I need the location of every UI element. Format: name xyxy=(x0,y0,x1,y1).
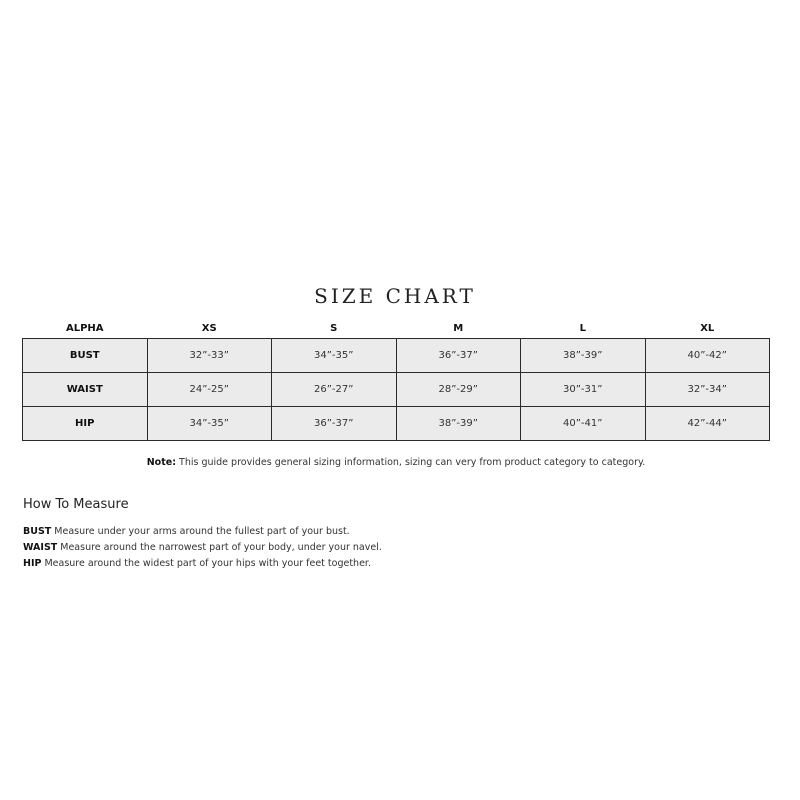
table-cell: 36”-37” xyxy=(396,339,521,373)
table-row-hip xyxy=(23,407,770,441)
table-cell: 24”-25” xyxy=(147,373,272,407)
table-cell: 40”-41” xyxy=(521,407,646,441)
table-row-waist xyxy=(23,373,770,407)
row-label-hip: HIP xyxy=(23,407,148,441)
header-alpha: ALPHA xyxy=(65,322,104,334)
list-item xyxy=(23,524,382,540)
header-xl: XL xyxy=(700,322,715,334)
measure-term-waist: WAIST xyxy=(23,542,58,553)
measure-text-hip: Measure around the widest part of your hips with your feet together. xyxy=(44,558,371,569)
how-to-measure-heading: How To Measure xyxy=(23,497,129,512)
table-cell: 34”-35” xyxy=(147,407,272,441)
header-xs: XS xyxy=(201,322,217,334)
list-item xyxy=(23,540,382,556)
table-cell: 32”-33” xyxy=(147,339,272,373)
header-s: S xyxy=(330,322,338,334)
table-cell: 38”-39” xyxy=(521,339,646,373)
table-cell: 30”-31” xyxy=(521,373,646,407)
page-title: SIZE CHART xyxy=(314,284,476,308)
size-chart-table xyxy=(22,318,770,441)
table-cell: 34”-35” xyxy=(272,339,397,373)
note-label: Note: xyxy=(146,457,176,468)
measure-term-bust: BUST xyxy=(23,526,52,537)
table-cell: 40”-42” xyxy=(645,339,770,373)
measure-text-bust: Measure under your arms around the fullest part of your bust. xyxy=(54,526,350,537)
header-l: L xyxy=(579,322,586,334)
header-m: M xyxy=(453,322,464,334)
measure-term-hip: HIP xyxy=(23,558,42,569)
table-header-row xyxy=(23,318,770,339)
row-label-waist: WAIST xyxy=(23,373,148,407)
table-cell: 42”-44” xyxy=(645,407,770,441)
measure-instructions xyxy=(23,524,382,572)
table-cell: 38”-39” xyxy=(396,407,521,441)
row-label-bust: BUST xyxy=(23,339,148,373)
table-cell: 32”-34” xyxy=(645,373,770,407)
table-cell: 26”-27” xyxy=(272,373,397,407)
measure-text-waist: Measure around the narrowest part of your body, under your navel. xyxy=(60,542,382,553)
list-item xyxy=(23,556,382,572)
sizing-note xyxy=(0,457,792,468)
table-cell: 28”-29” xyxy=(396,373,521,407)
note-text: This guide provides general sizing information, sizing can very from product category to category. xyxy=(179,457,646,468)
table-cell: 36”-37” xyxy=(272,407,397,441)
table-row-bust xyxy=(23,339,770,373)
